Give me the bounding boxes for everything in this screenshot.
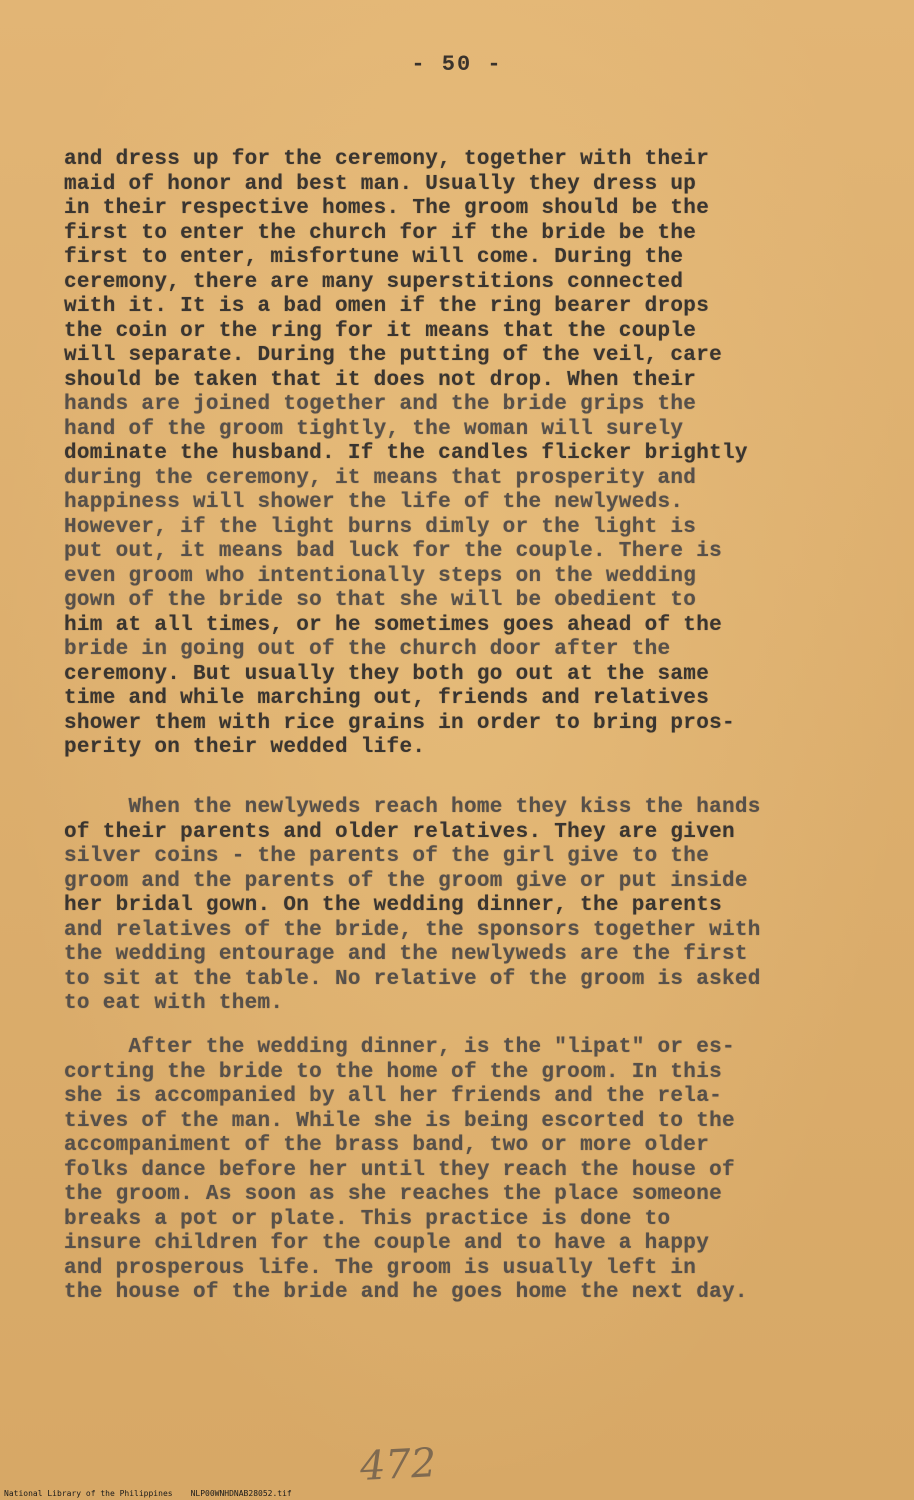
text-line: the house of the bride and he goes home the next day. bbox=[64, 1281, 748, 1304]
text-line: first to enter, misfortune will come. During the bbox=[64, 246, 684, 269]
text-line: groom and the parents of the groom give or put inside bbox=[64, 869, 748, 893]
text-line: shower them with rice grains in order to bring pros- bbox=[64, 711, 735, 735]
text-line: ceremony. But usually they both go out at the same bbox=[64, 662, 710, 686]
text-line: and dress up for the ceremony, together with their bbox=[64, 148, 710, 171]
text-line: him at all times, or he sometimes goes ahead of the bbox=[64, 613, 723, 637]
text-line: hand of the groom tightly, the woman will surely bbox=[64, 417, 684, 441]
text-line: and relatives of the bride, the sponsors together with bbox=[64, 918, 761, 942]
handwritten-folio-number: 472 bbox=[358, 1440, 438, 1490]
text-line: and prosperous life. The groom is usually left in bbox=[64, 1256, 697, 1280]
text-line: silver coins - the parents of the girl give to the bbox=[64, 845, 710, 868]
text-line: the coin or the ring for it means that the couple bbox=[64, 319, 697, 343]
text-line: When the newlyweds reach home they kiss the hands bbox=[64, 796, 761, 819]
text-line: However, if the light burns dimly or the light is bbox=[64, 515, 697, 539]
text-line: to eat with them. bbox=[64, 992, 284, 1015]
text-line: the groom. As soon as she reaches the place someone bbox=[64, 1183, 723, 1206]
text-line: insure children for the couple and to have a happy bbox=[64, 1232, 710, 1255]
text-line: to sit at the table. No relative of the groom is asked bbox=[64, 967, 761, 991]
paragraph-newlyweds-home bbox=[64, 796, 854, 1017]
text-line: corting the bride to the home of the groom. In this bbox=[64, 1060, 723, 1084]
text-line: happiness will shower the life of the newlyweds. bbox=[64, 491, 684, 514]
text-line: in their respective homes. The groom should be the bbox=[64, 197, 710, 220]
text-line: breaks a pot or plate. This practice is done to bbox=[64, 1207, 671, 1231]
text-line: folks dance before her until they reach the house of bbox=[64, 1158, 735, 1182]
text-line: with it. It is a bad omen if the ring bearer drops bbox=[64, 295, 710, 318]
text-line: during the ceremony, it means that prosperity and bbox=[64, 466, 697, 490]
footer-library: National Library of the Philippines bbox=[4, 1489, 173, 1498]
paragraph-lipat bbox=[64, 1036, 854, 1306]
text-line: tives of the man. While she is being escorted to the bbox=[64, 1109, 735, 1133]
scan-footer bbox=[4, 1489, 310, 1498]
text-line: should be taken that it does not drop. When their bbox=[64, 368, 697, 392]
text-line: After the wedding dinner, is the "lipat" or es- bbox=[64, 1036, 735, 1059]
text-line: ceremony, there are many superstitions connected bbox=[64, 270, 684, 294]
text-line: will separate. During the putting of the veil, care bbox=[64, 344, 723, 367]
text-line: bride in going out of the church door after the bbox=[64, 638, 671, 661]
text-line: dominate the husband. If the candles flicker brightly bbox=[64, 442, 748, 465]
footer-filename: NLP00WNHDNAB28052.tif bbox=[190, 1489, 292, 1498]
paragraph-wedding-ceremony bbox=[64, 148, 854, 761]
text-line: her bridal gown. On the wedding dinner, the parents bbox=[64, 894, 723, 917]
text-line: put out, it means bad luck for the couple. There is bbox=[64, 540, 723, 563]
text-line: maid of honor and best man. Usually they dress up bbox=[64, 172, 697, 196]
text-line: of their parents and older relatives. They are given bbox=[64, 820, 735, 844]
text-line: first to enter the church for if the bride be the bbox=[64, 221, 697, 245]
text-line: hands are joined together and the bride grips the bbox=[64, 393, 697, 416]
text-line: gown of the bride so that she will be obedient to bbox=[64, 589, 697, 612]
text-line: time and while marching out, friends and relatives bbox=[64, 687, 710, 710]
page-number: - 50 - bbox=[411, 52, 503, 77]
text-line: the wedding entourage and the newlyweds are the first bbox=[64, 943, 748, 966]
text-line: even groom who intentionally steps on the wedding bbox=[64, 564, 697, 588]
text-line: accompaniment of the brass band, two or more older bbox=[64, 1134, 710, 1157]
text-line: she is accompanied by all her friends and the rela- bbox=[64, 1085, 723, 1108]
text-line: perity on their wedded life. bbox=[64, 736, 426, 759]
